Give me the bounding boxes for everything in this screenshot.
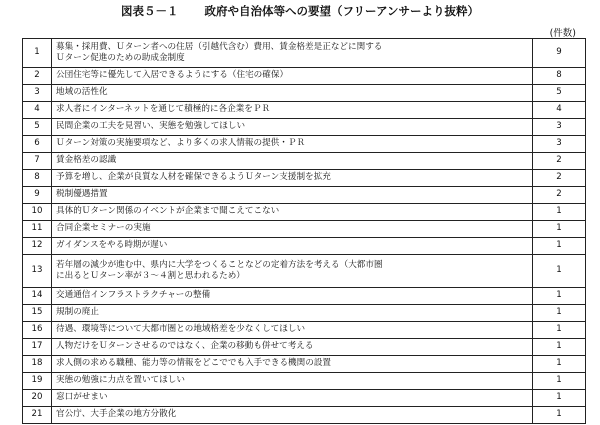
row-request-text: 公団住宅等に優先して入居できるようにする（住宅の確保） <box>52 68 533 85</box>
row-number: 1 <box>23 39 52 68</box>
table-row <box>23 221 586 238</box>
row-request-text: 地域の活性化 <box>52 85 533 102</box>
row-number: 20 <box>23 390 52 407</box>
table-row <box>23 305 586 322</box>
row-count: 1 <box>533 255 586 288</box>
row-request-text: 求人者にインターネットを通じて積極的に各企業をＰＲ <box>52 102 533 119</box>
row-count: 1 <box>533 238 586 255</box>
row-number: 16 <box>23 322 52 339</box>
table-row <box>23 373 586 390</box>
requests-table <box>22 38 586 424</box>
row-count: 9 <box>533 39 586 68</box>
row-number: 15 <box>23 305 52 322</box>
table-row <box>23 255 586 288</box>
table-row <box>23 204 586 221</box>
row-number: 2 <box>23 68 52 85</box>
table-row <box>23 85 586 102</box>
row-count: 1 <box>533 390 586 407</box>
row-request-text: 待遇、環境等について大都市圏との地域格差を少なくしてほしい <box>52 322 533 339</box>
table-row <box>23 238 586 255</box>
row-count: 4 <box>533 102 586 119</box>
row-count: 1 <box>533 305 586 322</box>
row-request-text: Ｕターン対策の実施要項など、より多くの求人情報の提供・ＰＲ <box>52 136 533 153</box>
table-row <box>23 102 586 119</box>
row-request-text: 税制優遇措置 <box>52 187 533 204</box>
table-row <box>23 356 586 373</box>
row-count: 3 <box>533 119 586 136</box>
row-number: 17 <box>23 339 52 356</box>
table-row <box>23 153 586 170</box>
figure-title <box>0 3 600 19</box>
row-number: 13 <box>23 255 52 288</box>
row-count: 5 <box>533 85 586 102</box>
row-request-text: 人物だけをＵターンさせるのではなく、企業の移動も併せて考える <box>52 339 533 356</box>
row-count: 8 <box>533 68 586 85</box>
row-number: 12 <box>23 238 52 255</box>
figure-title-text: 政府や自治体等への要望（フリーアンサーより抜粋） <box>204 4 479 18</box>
row-request-text: 交通通信インフラストラクチャーの整備 <box>52 288 533 305</box>
row-count: 2 <box>533 187 586 204</box>
row-request-text: 具体的Ｕターン関係のイベントが企業まで聞こえてこない <box>52 204 533 221</box>
row-request-text: 民間企業の工夫を見習い、実態を勉強してほしい <box>52 119 533 136</box>
row-request-text: 窓口がせまい <box>52 390 533 407</box>
row-request-text: 賃金格差の認識 <box>52 153 533 170</box>
table-row <box>23 68 586 85</box>
row-number: 8 <box>23 170 52 187</box>
table-row <box>23 288 586 305</box>
table-row <box>23 119 586 136</box>
row-count: 1 <box>533 221 586 238</box>
row-count: 1 <box>533 407 586 424</box>
row-number: 4 <box>23 102 52 119</box>
row-count: 1 <box>533 288 586 305</box>
row-number: 6 <box>23 136 52 153</box>
row-request-text: 規制の廃止 <box>52 305 533 322</box>
row-request-text: ガイダンスをやる時期が遅い <box>52 238 533 255</box>
row-request-text: 求人側の求める職種、能力等の情報をどこででも入手できる機関の設置 <box>52 356 533 373</box>
row-count: 1 <box>533 373 586 390</box>
row-number: 10 <box>23 204 52 221</box>
requests-table-body <box>23 39 586 424</box>
row-request-text: 官公庁、大手企業の地方分散化 <box>52 407 533 424</box>
row-number: 14 <box>23 288 52 305</box>
row-request-text: 募集・採用費、Ｕターン者への住居（引越代含む）費用、賃金格差是正などに関する Ｕターン促進のための助成金制度 <box>52 39 533 68</box>
row-number: 9 <box>23 187 52 204</box>
row-count: 1 <box>533 339 586 356</box>
row-number: 19 <box>23 373 52 390</box>
row-count: 2 <box>533 170 586 187</box>
table-row <box>23 187 586 204</box>
row-number: 21 <box>23 407 52 424</box>
table-row <box>23 390 586 407</box>
row-number: 18 <box>23 356 52 373</box>
row-request-text: 若年層の減少が進む中、県内に大学をつくることなどの定着方法を考える（大都市圏 に出るとＵターン率が３～４割と思われるため） <box>52 255 533 288</box>
table-row <box>23 170 586 187</box>
table-row <box>23 39 586 68</box>
table-row <box>23 339 586 356</box>
table-row <box>23 407 586 424</box>
table-row <box>23 136 586 153</box>
row-request-text: 予算を増し、企業が良質な人材を確保できるようＵターン支援制を拡充 <box>52 170 533 187</box>
row-count: 3 <box>533 136 586 153</box>
row-count: 1 <box>533 322 586 339</box>
row-number: 5 <box>23 119 52 136</box>
row-number: 3 <box>23 85 52 102</box>
row-number: 11 <box>23 221 52 238</box>
unit-label: (件数) <box>549 28 576 39</box>
row-count: 1 <box>533 204 586 221</box>
row-request-text: 実態の勉強に力点を置いてほしい <box>52 373 533 390</box>
row-number: 7 <box>23 153 52 170</box>
row-count: 2 <box>533 153 586 170</box>
table-row <box>23 322 586 339</box>
figure-label: 図表５－１ <box>120 4 179 18</box>
row-request-text: 合同企業セミナーの実施 <box>52 221 533 238</box>
row-count: 1 <box>533 356 586 373</box>
